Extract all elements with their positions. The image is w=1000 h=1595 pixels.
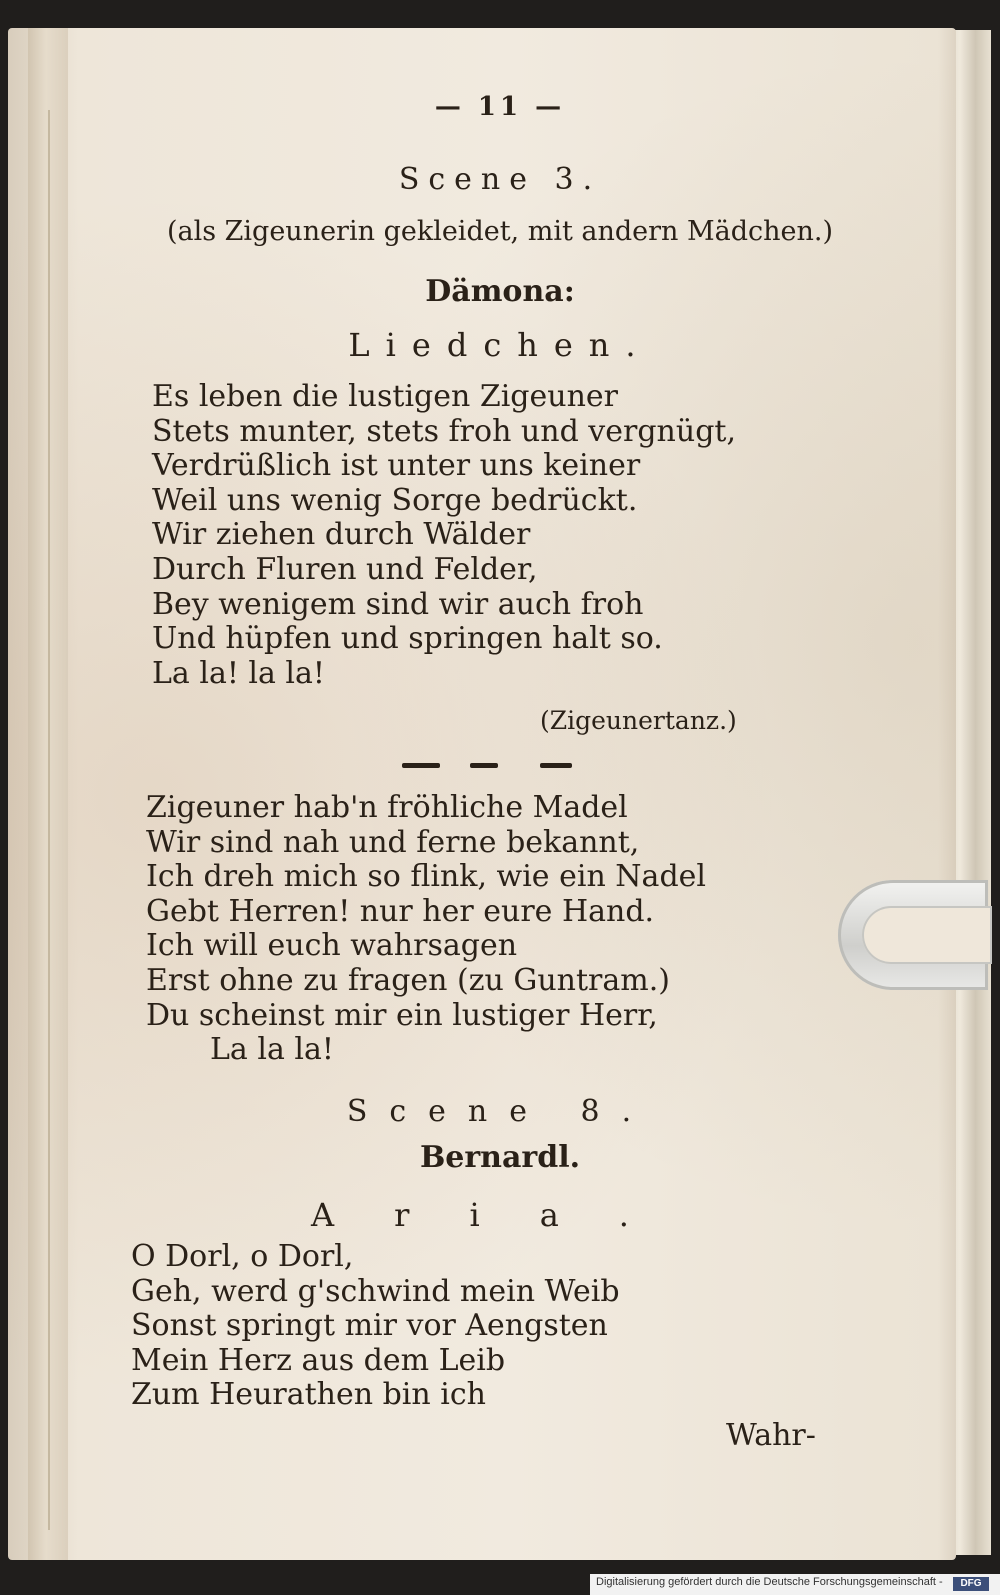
verse-line: Wir ziehen durch Wälder	[152, 517, 531, 553]
paper-clip-inner	[862, 906, 992, 964]
verse-line: Gebt Herren! nur her eure Hand.	[146, 893, 655, 929]
page-number: — 11 —	[434, 92, 566, 122]
verse-line: O Dorl, o Dorl,	[131, 1239, 354, 1274]
verse-line: Mein Herz aus dem Leib	[131, 1342, 506, 1378]
verse-line: Sonst springt mir vor Aengsten	[131, 1308, 608, 1344]
verse-line: Ich dreh mich so flink, wie ein Nadel	[146, 859, 706, 895]
speaker-bernardl: Bernardl.	[419, 1140, 581, 1175]
verse-line: Und hüpfen und springen halt so.	[152, 621, 663, 657]
divider-dash	[540, 763, 572, 768]
song-title-liedchen: Liedchen.	[348, 326, 652, 364]
stage-direction: (als Zigeunerin gekleidet, mit andern Mädchen.)	[166, 216, 834, 247]
verse-2	[146, 791, 706, 1068]
verse-1	[152, 380, 736, 691]
verse-line: Zigeuner hab'n fröhliche Madel	[146, 790, 628, 825]
verse-line: Geh, werd g'schwind mein Weib	[131, 1273, 620, 1309]
verse-line: Durch Fluren und Felder,	[152, 551, 538, 587]
verse-line: Bey wenigem sind wir auch froh	[152, 586, 644, 622]
verse-line: Du scheinst mir ein lustiger Herr,	[146, 997, 658, 1033]
dfg-logo: DFG	[953, 1577, 989, 1591]
dance-direction: (Zigeunertanz.)	[540, 706, 737, 735]
scene-8-heading: Scene 8.	[346, 1094, 654, 1129]
gutter-fold	[48, 110, 50, 1530]
catchword: Wahr-	[726, 1418, 816, 1453]
verse-line: La la la!	[210, 1032, 334, 1068]
verse-line: Stets munter, stets froh und vergnügt,	[152, 413, 736, 449]
speaker-damona: Dämona:	[425, 274, 575, 309]
song-title-aria: Aria.	[311, 1196, 689, 1234]
verse-line: Erst ohne zu fragen (zu Guntram.)	[146, 962, 670, 998]
verse-line: Ich will euch wahrsagen	[146, 928, 518, 964]
divider-dash	[402, 763, 440, 768]
divider-dash	[470, 763, 498, 768]
verse-line: Weil uns wenig Sorge bedrückt.	[152, 482, 638, 518]
verse-line: Zum Heurathen bin ich	[131, 1377, 486, 1413]
verse-line: Es leben die lustigen Zigeuner	[152, 379, 618, 414]
verse-line: Verdrüßlich ist unter uns keiner	[152, 448, 641, 484]
verse-3	[131, 1240, 620, 1413]
verse-line: La la! la la!	[152, 655, 325, 691]
funding-credit: Digitalisierung gefördert durch die Deutsche Forschungsgemeinschaft -	[596, 1576, 943, 1588]
scene-3-heading: Scene 3.	[398, 162, 602, 197]
verse-line: Wir sind nah und ferne bekannt,	[146, 824, 640, 860]
